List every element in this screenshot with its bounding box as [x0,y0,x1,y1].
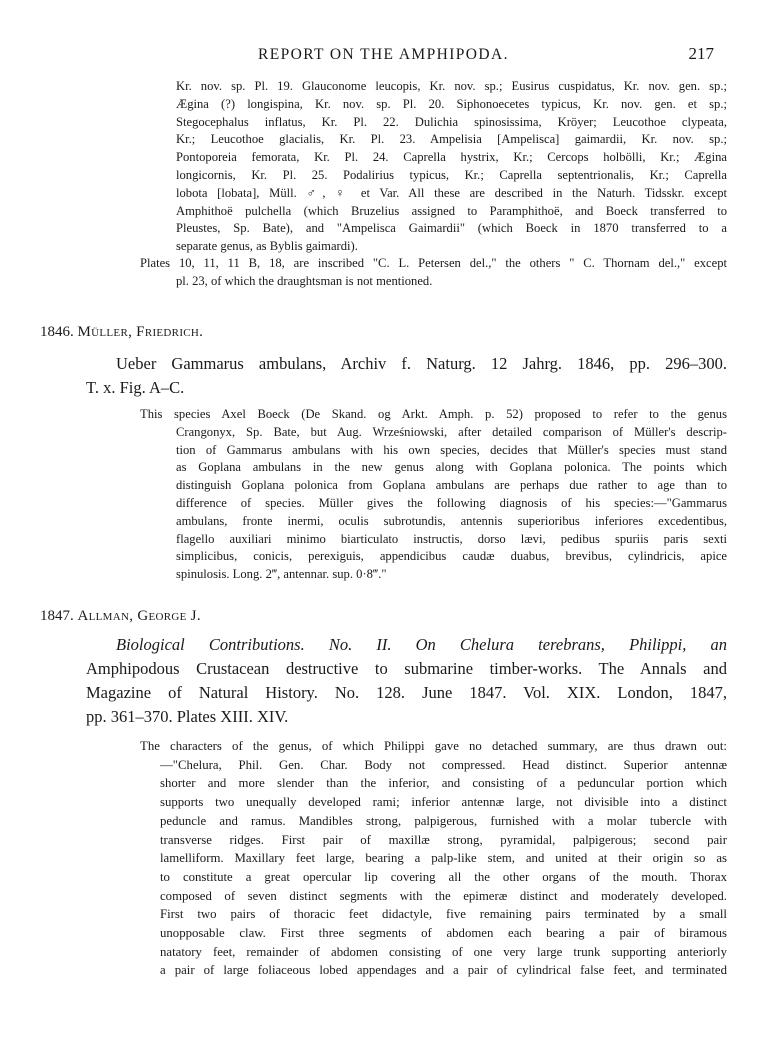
citation-line: Magazine of Natural History. No. 128. June 1847. Vol. XIX. London, 1847, [86,683,727,702]
text-line: spinulosis. Long. 2‴, antennar. sup. 0·8‴." [176,567,387,582]
text-line: Ægina (?) longispina, Kr. nov. sp. Pl. 20. Siphonoecetes typicus, Kr. nov. gen. et sp.; [176,96,727,111]
citation-1846 [86,352,727,400]
citation-line: Ueber Gammarus ambulans, Archiv f. Naturg. 12 Jahrg. 1846, pp. 296–300. [116,354,727,373]
text-line: natatory feet, remainder of abdomen consisting of one very large trunk supporting anteriorly [160,944,727,959]
entry-heading-1847 [40,608,201,625]
text-line: Pontoporeia femorata, Kr. Pl. 24. Caprella hystrix, Kr.; Cercops holbölli, Kr.; Ægina [176,150,727,165]
entry-heading-1846 [40,324,203,341]
continued-paragraph [176,78,727,256]
citation-1847 [86,633,727,729]
text-line: Plates 10, 11, 11 B, 18, are inscribed "C. L. Petersen del.," the others " C. Thornam del.," except [140,256,727,270]
plates-note [140,255,727,291]
text-line: longicornis, Kr. Pl. 25. Podalirius typicus, Kr.; Caprella septentrionalis, Kr.; Caprella [176,167,727,182]
text-line: Amphithoë pulchella (which Bruzelius assigned to Paramphithoë, and Boeck transferred to [176,203,727,218]
text-line: distinguish Goplana polonica from Goplana ambulans are perhaps due rather to age than to [176,478,727,493]
text-line: transverse ridges. First pair of maxillæ strong, pyramidal, palpigerous; second pair [160,832,727,847]
text-line: ambulans, fronte inermi, oculis subrotundis, antennis superioribus inferiores excedentibus, [176,513,727,528]
summary-1846 [140,406,727,584]
entry-year: 1847. [40,608,74,624]
text-line: difference of species. Müller gives the following diagnosis of his species:—"Gammarus [176,495,727,510]
running-header [0,46,776,70]
text-line: pl. 23, of which the draughtsman is not mentioned. [176,273,433,288]
entry-author: Müller, Friedrich. [77,324,204,340]
text-line: Crangonyx, Sp. Bate, but Aug. Wrześniowski, after detailed comparison of Müller's descrip- [176,424,727,439]
text-line: Pleustes, Sp. Bate), and "Ampelisca Gaimardii" (which Boeck in 1870 transferred to a [176,221,727,236]
text-line: to constitute a great opercular lip covering all the other organs of the mouth. Thorax [160,869,727,884]
text-line: Stegocephalus inflatus, Kr. Pl. 22. Dulichia spinosissima, Kröyer; Leucothoe clypeata, [176,114,727,129]
text-line: tion of Gammarus ambulans with his own species, decides that Müller's species must stand [176,442,727,457]
text-line: shorter and more slender than the inferior, and consisting of a peduncular portion which [160,776,727,791]
citation-line: Biological Contributions. No. II. On Chelura terebrans, Philippi, an [116,635,727,654]
text-line: peduncle and ramus. Mandibles strong, palpigerous, furnished with a molar tubercle with [160,813,727,828]
text-line: unopposable claw. First three segments of abdomen each bearing a pair of biramous [160,926,727,941]
summary-1847 [140,737,727,980]
citation-line: pp. 361–370. Plates XIII. XIV. [86,707,289,726]
text-line: —"Chelura, Phil. Gen. Char. Body not compressed. Head distinct. Superior antennæ [160,757,727,772]
entry-year: 1846. [40,324,74,340]
text-line: First two pairs of thoracic feet didactyle, five remaining pairs terminated by a small [160,907,727,922]
text-line: as Goplana ambulans in the new genus along with Goplana polonica. The points which [176,460,727,475]
text-line: a pair of large foliaceous lobed appendages and a pair of cylindrical false feet, and terminated [160,963,727,978]
page-number: 217 [688,44,714,63]
text-line: This species Axel Boeck (De Skand. og Arkt. Amph. p. 52) proposed to refer to the genus [140,407,727,421]
text-line: separate genus, as Byblis gaimardi). [176,239,358,254]
text-line: Kr.; Leucothoe glacialis, Kr. Pl. 23. Ampelisia [Ampelisca] gaimardii, Kr. nov. sp.; [176,132,727,147]
text-line: lobota [lobata], Müll. ♂, ♀ et Var. All these are described in the Naturh. Tidsskr. except [176,185,727,200]
text-line: flagello auxiliari minimo biarticulato instructis, dorso lævi, pedibus spuriis paris sexti [176,531,727,546]
citation-line: Amphipodous Crustacean destructive to submarine timber-works. The Annals and [86,659,727,678]
entry-author: Allman, George J. [77,608,201,624]
running-title: REPORT ON THE AMPHIPODA. [258,46,509,63]
text-line: composed of seven distinct segments with the epimeræ distinct and moderately developed. [160,888,727,903]
text-line: The characters of the genus, of which Philippi gave no detached summary, are thus drawn out: [140,739,727,753]
text-line: lamelliform. Maxillary feet large, bearing a palp-like stem, and united at their origin so as [160,851,727,866]
citation-line: T. x. Fig. A–C. [86,378,185,397]
text-line: supports two unequally developed rami; inferior antennæ large, not divisible into a distinct [160,795,727,810]
text-line: simplicibus, conicis, perexiguis, appendicibus caudæ duabus, brevibus, cylindricis, apice [176,549,727,564]
text-line: Kr. nov. sp. Pl. 19. Glauconome leucopis, Kr. nov. sp.; Eusirus cuspidatus, Kr. nov. gen. sp.; [176,79,727,93]
